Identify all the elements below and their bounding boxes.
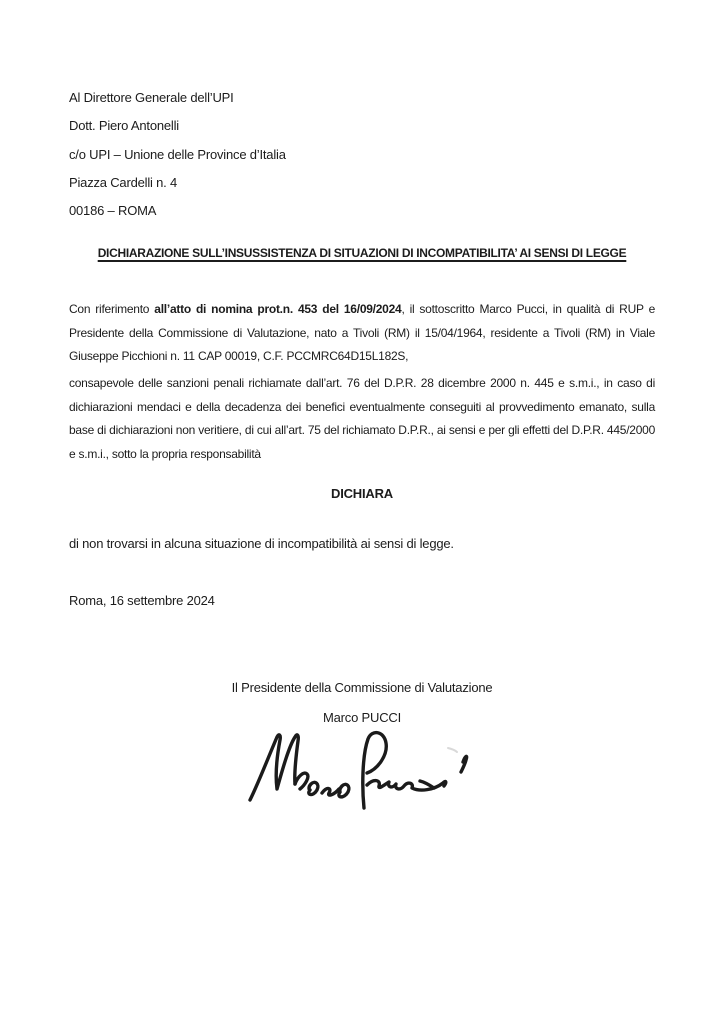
signature-stroke-m — [250, 735, 298, 800]
document-title: DICHIARAZIONE SULL’INSUSSISTENZA DI SITUAZIONI DI INCOMPATIBILITA’ AI SENSI DI LEGGE — [97, 246, 627, 260]
paragraph-reference-suffix: , il sottoscritto Marco Pucci, in qualità di RUP e Presidente della Commissione di Valutazione, nato a Tivoli (RM) il 15/04/1964, residente a Tivoli (RM) in Viale Giuseppe Picchioni n. 11 CAP 00019, C.F. PCCMRC64D15L182S, — [69, 302, 656, 363]
paragraph-reference — [69, 298, 655, 369]
signature-stroke-apostrophe — [461, 756, 467, 772]
recipient-line-street: Piazza Cardelli n. 4 — [69, 174, 177, 190]
recipient-line-director: Al Direttore Generale dell’UPI — [69, 90, 234, 105]
recipient-line-name: Dott. Piero Antonelli — [69, 118, 179, 134]
signatory-name: Marco PUCCI — [323, 710, 401, 725]
recipient-line-city: 00186 – ROMA — [69, 203, 157, 219]
declares-heading: DICHIARA — [331, 486, 393, 501]
signatory-role: Il Presidente della Commissione di Valutazione — [231, 680, 493, 695]
date-line: Roma, 16 settembre 2024 — [69, 593, 215, 608]
declaration-statement: di non trovarsi in alcuna situazione di incompatibilità ai sensi di legge. — [69, 536, 454, 551]
act-of-appointment-bold-text: all’atto di nomina prot.n. 453 del 16/09/2024 — [154, 302, 402, 316]
signature-stroke-end-hook — [420, 781, 434, 788]
paragraph-penal-sanctions: consapevole delle sanzioni penali richiamate dall’art. 76 del D.P.R. 28 dicembre 2000 n. 445 e s.m.i., in caso di dichiarazioni mendaci e della decadenza dei benefici eventualmente conseguiti al provvedimento emanato, sulla base di dichiarazioni non veritiere, di cui all’art. 75 del richiamato D.P.R., ai sensi e per gli effetti del D.P.R. 445/2000 e s.m.i., sotto la propria responsabilità — [69, 376, 655, 461]
paragraph-reference-prefix: Con riferimento — [69, 302, 155, 316]
handwritten-signature — [248, 726, 480, 818]
signature-stroke-o2 — [339, 784, 349, 796]
signature-faint-smudge — [448, 748, 457, 752]
signature-stroke-p — [363, 733, 386, 808]
signature-ink-svg — [248, 726, 480, 818]
recipient-line-org: c/o UPI – Unione delle Province d’Italia — [69, 146, 286, 162]
signature-stroke-n — [295, 773, 308, 789]
signature-stroke-o1 — [309, 782, 318, 794]
recipient-block — [69, 84, 655, 225]
signature-stroke-z — [322, 788, 339, 795]
